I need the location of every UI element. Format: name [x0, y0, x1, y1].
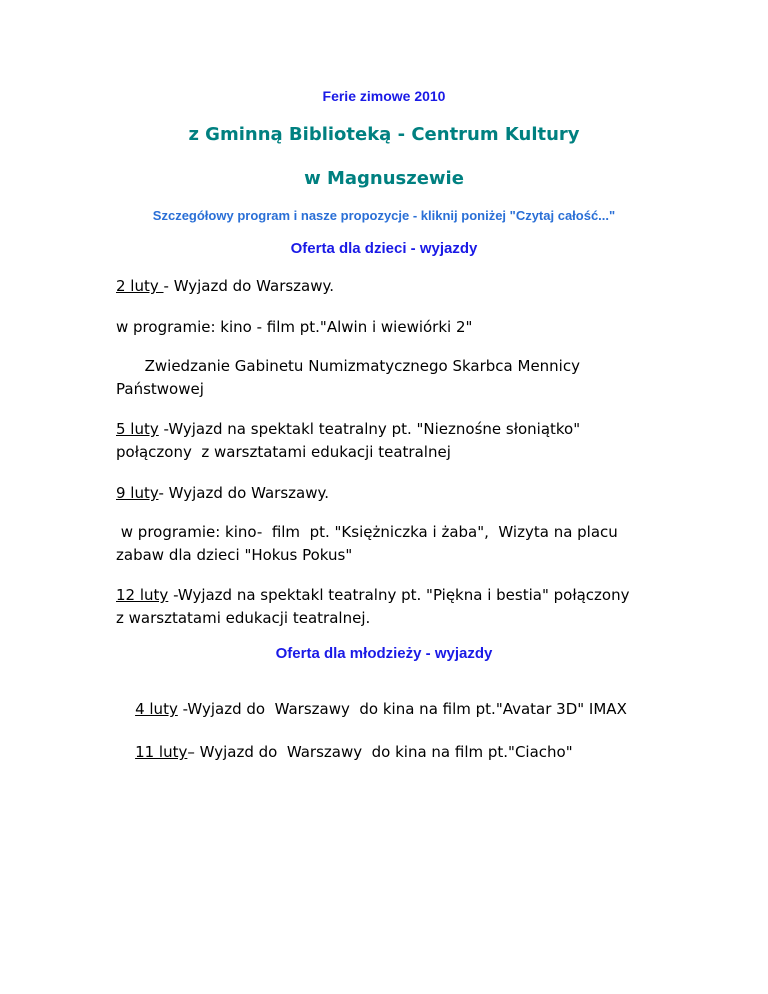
- event-date-link[interactable]: 5 luty: [116, 420, 159, 438]
- event-text: - Wyjazd do Warszawy.: [158, 484, 329, 502]
- event-row: [116, 484, 329, 502]
- event-date-link[interactable]: 11 luty: [135, 743, 188, 761]
- event-row: [116, 277, 334, 295]
- event-row: [116, 725, 573, 779]
- header-subtitle-line1: z Gminną Biblioteką - Centrum Kultury: [188, 124, 580, 145]
- header-subtitle-line2: w Magnuszewie: [304, 168, 464, 189]
- event-detail: Państwowej: [116, 380, 204, 398]
- children-offer-heading: Oferta dla dzieci - wyjazdy: [290, 240, 478, 257]
- event-row: [116, 420, 580, 438]
- event-text: -Wyjazd do Warszawy do kina na film pt."Avatar 3D" IMAX: [177, 700, 627, 718]
- event-detail: Zwiedzanie Gabinetu Numizmatycznego Skarbca Mennicy: [116, 357, 580, 375]
- event-text: – Wyjazd do Warszawy do kina na film pt."Ciacho": [187, 743, 573, 761]
- header-title: Ferie zimowe 2010: [322, 88, 446, 104]
- event-date-link[interactable]: 12 luty: [116, 586, 169, 604]
- youth-offer-heading: Oferta dla młodzieży - wyjazdy: [275, 645, 493, 662]
- event-text: -Wyjazd na spektakl teatralny pt. "Piękna i bestia" połączony: [168, 586, 630, 604]
- event-date-link[interactable]: 4 luty: [135, 700, 178, 718]
- event-detail: połączony z warsztatami edukacji teatralnej: [116, 443, 451, 461]
- event-text: -Wyjazd na spektakl teatralny pt. "Nieznośne słoniątko": [158, 420, 581, 438]
- event-detail: w programie: kino - film pt."Alwin i wiewiórki 2": [116, 318, 473, 336]
- event-detail: z warsztatami edukacji teatralnej.: [116, 609, 371, 627]
- event-row: [116, 586, 629, 604]
- header-details-link[interactable]: Szczegółowy program i nasze propozycje - kliknij poniżej "Czytaj całość...": [152, 208, 616, 223]
- event-text: - Wyjazd do Warszawy.: [163, 277, 335, 295]
- event-detail: zabaw dla dzieci "Hokus Pokus": [116, 546, 353, 564]
- event-date-link[interactable]: 2 luty: [116, 277, 164, 295]
- event-detail: w programie: kino- film pt. "Księżniczka i żaba", Wizyta na placu: [116, 523, 618, 541]
- event-date-link[interactable]: 9 luty: [116, 484, 159, 502]
